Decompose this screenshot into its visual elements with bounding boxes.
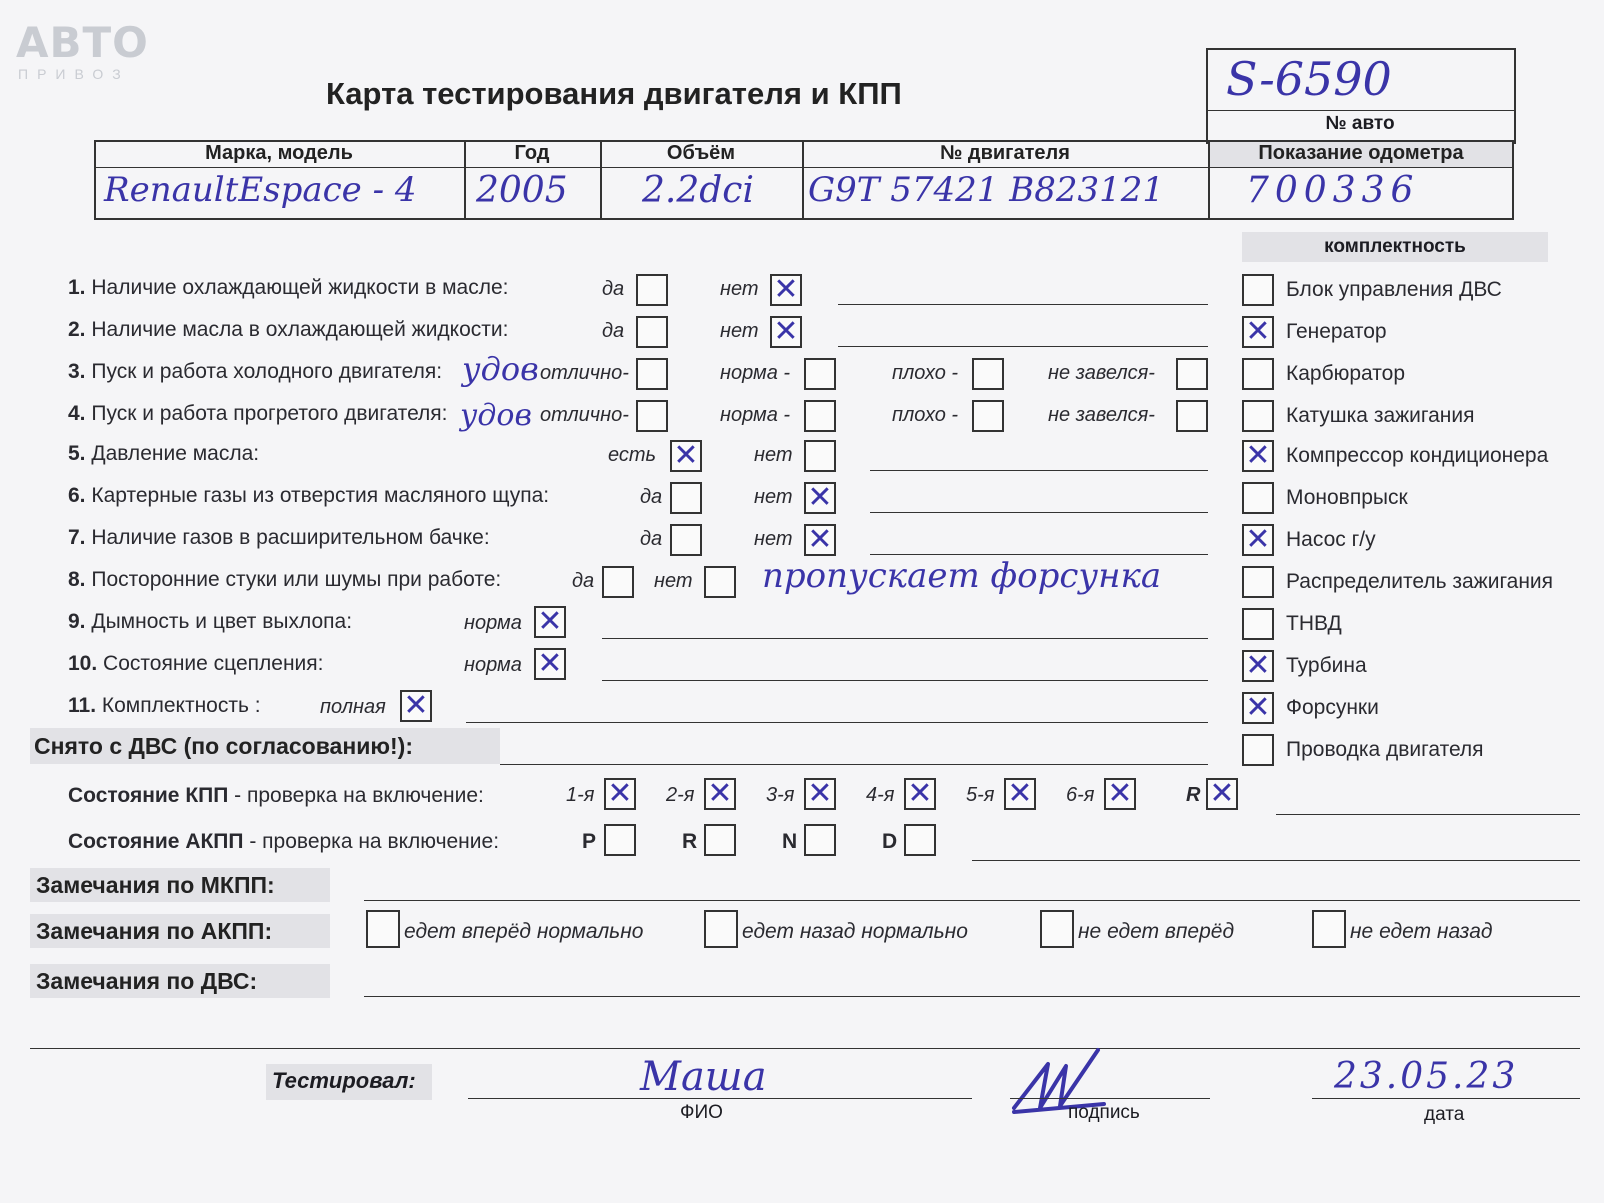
- akpp-gear-r: R: [682, 830, 698, 853]
- item-1-opt-da: да: [602, 278, 625, 300]
- compl-checkbox-10[interactable]: ✕: [1242, 650, 1274, 682]
- akpp-label: Состояние АКПП - проверка на включение:: [68, 830, 500, 853]
- item-3-checkbox-2[interactable]: [804, 358, 836, 390]
- item-9: 9. Дымность и цвет выхлопа:: [68, 610, 353, 633]
- item-3-handwritten: удов: [462, 350, 539, 388]
- kpp-gear-3-checkbox[interactable]: ✕: [804, 778, 836, 810]
- item-5-opt-2: нет: [754, 444, 793, 466]
- item-4: 4. Пуск и работа прогретого двигателя:: [68, 402, 448, 425]
- akpp-no-back-label: не едет назад: [1350, 920, 1493, 943]
- item-4-checkbox-4[interactable]: [1176, 400, 1208, 432]
- compl-checkbox-5[interactable]: ✕: [1242, 440, 1274, 472]
- compl-checkbox-11[interactable]: ✕: [1242, 692, 1274, 724]
- item-7-da-checkbox[interactable]: [670, 524, 702, 556]
- compl-label-10: Турбина: [1286, 654, 1367, 677]
- item-4-checkbox-2[interactable]: [804, 400, 836, 432]
- compl-label-4: Катушка зажигания: [1286, 404, 1475, 427]
- car-number-label: № авто: [1325, 113, 1395, 134]
- page-title: Карта тестирования двигателя и КПП: [326, 76, 902, 111]
- akpp-gear-d-checkbox[interactable]: [904, 824, 936, 856]
- year-value[interactable]: 2005: [476, 170, 568, 211]
- item-2-da-checkbox[interactable]: [636, 316, 668, 348]
- odometer-label: Показание одометра: [1258, 142, 1464, 164]
- item-8-net-checkbox[interactable]: [704, 566, 736, 598]
- compl-checkbox-1[interactable]: [1242, 274, 1274, 306]
- item-5: 5. Давление масла:: [68, 442, 260, 465]
- item-4-opt-1: отлично-: [540, 404, 629, 426]
- kpp-gear-4-checkbox[interactable]: ✕: [904, 778, 936, 810]
- compl-label-7: Насос г/у: [1286, 528, 1376, 551]
- compl-label-3: Карбюратор: [1286, 362, 1406, 385]
- compl-label-5: Компрессор кондиционера: [1286, 444, 1549, 467]
- fio-label: ФИО: [680, 1102, 723, 1123]
- item-9-norma-checkbox[interactable]: ✕: [534, 606, 566, 638]
- kpp-gear-6: 6-я: [1066, 784, 1095, 806]
- brand-value[interactable]: RenaultEspace - 4: [104, 170, 417, 210]
- akpp-gear-p: P: [582, 830, 597, 853]
- compl-checkbox-8[interactable]: [1242, 566, 1274, 598]
- kpp-gear-r: R: [1186, 784, 1201, 806]
- logo-subtitle: ПРИВОЗ: [18, 66, 130, 82]
- compl-label-6: Моновпрыск: [1286, 486, 1408, 509]
- akpp-gear-n: N: [782, 830, 798, 853]
- kpp-gear-5-checkbox[interactable]: ✕: [1004, 778, 1036, 810]
- item-2: 2. Наличие масла в охлаждающей жидкости:: [68, 318, 509, 341]
- akpp-no-forward-checkbox[interactable]: [1040, 910, 1074, 948]
- kpp-gear-2-checkbox[interactable]: ✕: [704, 778, 736, 810]
- kpp-gear-3: 3-я: [766, 784, 795, 806]
- brand-label: Марка, модель: [205, 142, 353, 164]
- item-8-da-checkbox[interactable]: [602, 566, 634, 598]
- test-date[interactable]: 23.05.23: [1334, 1056, 1519, 1097]
- sign-label: подпись: [1068, 1102, 1140, 1123]
- kpp-label: Состояние КПП - проверка на включение:: [68, 784, 484, 807]
- item-6-net-checkbox[interactable]: ✕: [804, 482, 836, 514]
- compl-checkbox-2[interactable]: ✕: [1242, 316, 1274, 348]
- item-5-opt-1: есть: [608, 444, 657, 466]
- kpp-gear-5: 5-я: [966, 784, 995, 806]
- engine-label: № двигателя: [940, 142, 1070, 164]
- compl-label-9: ТНВД: [1286, 612, 1342, 635]
- kpp-gear-1-checkbox[interactable]: ✕: [604, 778, 636, 810]
- odometer-value[interactable]: 700336: [1246, 170, 1420, 211]
- item-8-opt-1: да: [572, 570, 595, 592]
- item-10-opt-1: норма: [464, 654, 522, 676]
- compl-checkbox-3[interactable]: [1242, 358, 1274, 390]
- engine-value[interactable]: G9T 57421 B823121: [808, 170, 1165, 210]
- akpp-back-ok-checkbox[interactable]: [704, 910, 738, 948]
- item-3-opt-4: не завелся-: [1048, 362, 1155, 384]
- compl-checkbox-7[interactable]: ✕: [1242, 524, 1274, 556]
- item-1: 1. Наличие охлаждающей жидкости в масле:: [68, 276, 509, 299]
- compl-label-1: Блок управления ДВС: [1286, 278, 1502, 301]
- akpp-gear-p-checkbox[interactable]: [604, 824, 636, 856]
- volume-label: Объём: [666, 142, 736, 164]
- tester-name[interactable]: Маша: [640, 1054, 767, 1100]
- item-3: 3. Пуск и работа холодного двигателя:: [68, 360, 443, 383]
- item-3-opt-3: плохо -: [892, 362, 959, 384]
- item-6-opt-2: нет: [754, 486, 793, 508]
- akpp-gear-n-checkbox[interactable]: [804, 824, 836, 856]
- item-4-opt-3: плохо -: [892, 404, 959, 426]
- item-6: 6. Картерные газы из отверстия масляного щупа:: [68, 484, 550, 507]
- item-4-handwritten: удов: [460, 398, 532, 433]
- compl-label-11: Форсунки: [1286, 696, 1379, 719]
- compl-label-8: Распределитель зажигания: [1286, 570, 1554, 593]
- item-7: 7. Наличие газов в расширительном бачке:: [68, 526, 490, 549]
- kpp-gear-6-checkbox[interactable]: ✕: [1104, 778, 1136, 810]
- volume-value[interactable]: 2.2dci: [642, 170, 754, 211]
- item-2-net-checkbox[interactable]: ✕: [770, 316, 802, 348]
- item-11-opt-1: полная: [320, 696, 386, 718]
- remarks-dvs-label: Замечания по ДВС:: [36, 968, 258, 994]
- item-7-net-checkbox[interactable]: ✕: [804, 524, 836, 556]
- compl-label-12: Проводка двигателя: [1286, 738, 1484, 761]
- akpp-gear-r-checkbox[interactable]: [704, 824, 736, 856]
- item-4-opt-4: не завелся-: [1048, 404, 1155, 426]
- compl-label-2: Генератор: [1286, 320, 1387, 343]
- item-1-net-checkbox[interactable]: ✕: [770, 274, 802, 306]
- kpp-gear-2: 2-я: [666, 784, 695, 806]
- item-9-opt-1: норма: [464, 612, 522, 634]
- item-10: 10. Состояние сцепления:: [68, 652, 324, 675]
- item-8: 8. Посторонние стуки или шумы при работе:: [68, 568, 502, 591]
- kpp-gear-r-checkbox[interactable]: ✕: [1206, 778, 1238, 810]
- item-1-opt-net: нет: [720, 278, 759, 300]
- compl-checkbox-9[interactable]: [1242, 608, 1274, 640]
- item-8-note[interactable]: пропускает форсунка: [762, 556, 1162, 596]
- tested-label: Тестировал:: [272, 1068, 416, 1093]
- year-label: Год: [514, 142, 550, 164]
- item-1-da-checkbox[interactable]: [636, 274, 668, 306]
- item-8-opt-2: нет: [654, 570, 693, 592]
- akpp-no-back-checkbox[interactable]: [1312, 910, 1346, 948]
- kpp-gear-1: 1-я: [566, 784, 595, 806]
- item-3-checkbox-1[interactable]: [636, 358, 668, 390]
- remarks-mkpp-label: Замечания по МКПП:: [36, 872, 275, 898]
- item-3-opt-2: норма -: [720, 362, 791, 384]
- item-3-checkbox-4[interactable]: [1176, 358, 1208, 390]
- avtoprivoz-logo: АВТО: [16, 18, 149, 67]
- date-label: дата: [1424, 1104, 1465, 1125]
- compl-checkbox-6[interactable]: [1242, 482, 1274, 514]
- item-5-net-checkbox[interactable]: [804, 440, 836, 472]
- akpp-back-ok-label: едет назад нормально: [742, 920, 968, 943]
- item-7-opt-1: да: [640, 528, 663, 550]
- akpp-forward-ok-checkbox[interactable]: [366, 910, 400, 948]
- item-4-checkbox-1[interactable]: [636, 400, 668, 432]
- car-number-value[interactable]: S-6590: [1226, 52, 1392, 106]
- akpp-no-forward-label: не едет вперёд: [1078, 920, 1235, 943]
- item-6-opt-1: да: [640, 486, 663, 508]
- item-3-opt-1: отлично-: [540, 362, 629, 384]
- remarks-akpp-label: Замечания по АКПП:: [36, 918, 273, 944]
- item-4-opt-2: норма -: [720, 404, 791, 426]
- item-6-da-checkbox[interactable]: [670, 482, 702, 514]
- completeness-title: комплектность: [1324, 236, 1466, 257]
- akpp-forward-ok-label: едет вперёд нормально: [404, 920, 644, 943]
- item-11-polnaya-checkbox[interactable]: ✕: [400, 690, 432, 722]
- item-7-opt-2: нет: [754, 528, 793, 550]
- kpp-gear-4: 4-я: [866, 784, 895, 806]
- item-11: 11. Комплектность :: [68, 694, 261, 717]
- item-2-opt-net: нет: [720, 320, 759, 342]
- compl-checkbox-4[interactable]: [1242, 400, 1274, 432]
- item-2-opt-da: да: [602, 320, 625, 342]
- item-3-checkbox-3[interactable]: [972, 358, 1004, 390]
- item-4-checkbox-3[interactable]: [972, 400, 1004, 432]
- removed-label: Снято с ДВС (по согласованию!):: [34, 733, 413, 759]
- item-5-est-checkbox[interactable]: ✕: [670, 440, 702, 472]
- compl-checkbox-12[interactable]: [1242, 734, 1274, 766]
- akpp-gear-d: D: [882, 830, 898, 853]
- item-10-norma-checkbox[interactable]: ✕: [534, 648, 566, 680]
